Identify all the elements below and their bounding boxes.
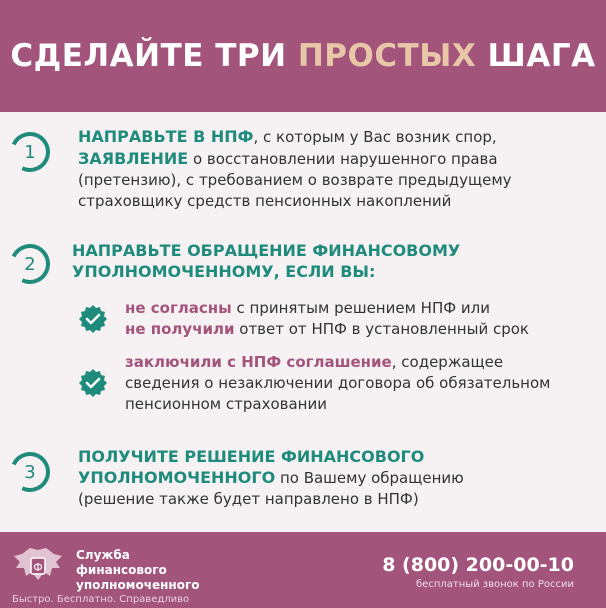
bullet-1-text1: с принятым решением НПФ или	[231, 299, 490, 317]
title-highlight: ПРОСТЫХ	[297, 38, 477, 74]
footer-bar	[0, 532, 606, 608]
step-1-text2: о восстановлении нарушенного права	[188, 150, 498, 168]
step-1-text	[78, 126, 512, 212]
step-2-bullet-2	[125, 352, 550, 415]
step-number: 2	[24, 253, 36, 275]
logo-emblem-icon	[12, 546, 64, 590]
step-2	[0, 238, 606, 428]
page-title	[10, 38, 595, 74]
step-number: 3	[24, 461, 36, 483]
circle-number-icon	[4, 126, 55, 177]
step-1-line3: (претензию), с требованием о возврате предыдущему	[78, 171, 512, 189]
step-3-line3: (решение также будет направлено в НПФ)	[78, 490, 419, 508]
bullet-1-highlight2: не получили	[125, 320, 235, 338]
bullet-2-line2: сведения о незаключении договора об обязательном	[125, 374, 551, 392]
step-3-heading-strong: УПОЛНОМОЧЕННОГО	[78, 468, 276, 487]
step-2-heading-line2: УПОЛНОМОЧЕННОМУ, ЕСЛИ ВЫ:	[72, 262, 376, 281]
step-3-text	[78, 446, 464, 510]
step-2-bullet-1	[125, 298, 529, 340]
step-1-strong2: ЗАЯВЛЕНИЕ	[78, 149, 189, 168]
phone-number[interactable]: 8 (800) 200-00-10	[382, 554, 574, 576]
step-3-heading-text: по Вашему обращению	[275, 469, 464, 487]
step-1-text1: , с которым у Вас возник спор,	[253, 128, 497, 146]
step-1-line4: страховщику средств пенсионных накоплений	[78, 192, 452, 210]
step-1	[0, 124, 606, 219]
step-3-heading-line1: ПОЛУЧИТЕ РЕШЕНИЕ ФИНАНСОВОГО	[78, 447, 425, 466]
slogan: Быстро. Бесплатно. Справедливо	[12, 594, 190, 605]
org-line1: Служба	[76, 548, 130, 562]
header-banner	[0, 0, 606, 112]
step-3	[0, 444, 606, 524]
bullet-1-text2: ответ от НПФ в установленный срок	[234, 320, 529, 338]
check-badge-icon	[78, 368, 108, 398]
circle-number-icon	[4, 446, 55, 497]
svg-text:Ф: Ф	[33, 561, 43, 574]
org-line3: уполномоченного	[76, 578, 200, 592]
step-2-heading-line1: НАПРАВЬТЕ ОБРАЩЕНИЕ ФИНАНСОВОМУ	[72, 241, 461, 260]
bullet-2-line3: пенсионном страховании	[125, 395, 327, 413]
bullet-2-text1: , содержащее	[391, 353, 504, 371]
check-badge-icon	[78, 304, 108, 334]
org-name	[76, 548, 199, 593]
title-part1: СДЕЛАЙТЕ ТРИ	[10, 38, 298, 74]
step-2-heading	[72, 240, 460, 282]
title-part2: ШАГА	[476, 38, 596, 74]
bullet-2-highlight: заключили с НПФ соглашение	[125, 353, 392, 371]
org-line2: финансового	[76, 563, 167, 577]
circle-number-icon	[4, 238, 55, 289]
step-1-strong1: НАПРАВЬТЕ В НПФ	[78, 127, 254, 146]
bullet-1-highlight1: не согласны	[125, 299, 232, 317]
phone-note: бесплатный звонок по России	[416, 579, 574, 590]
step-number: 1	[24, 141, 36, 163]
